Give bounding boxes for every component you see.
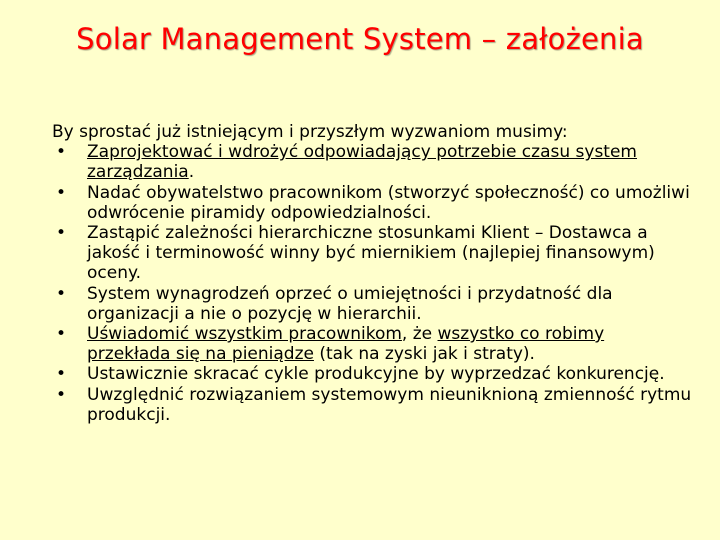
bullet-text: System wynagrodzeń oprzeć o umiejętności i przydatność dla organizacji a nie o pozycję w hierarchii. [87, 283, 613, 324]
bullet-icon: • [56, 283, 67, 304]
bullet-icon: • [56, 364, 67, 385]
slide-body [52, 122, 692, 425]
underlined-text: wszystko co robimy przekłada się na pieniądze [87, 324, 605, 365]
bullet-icon: • [56, 142, 67, 163]
bullet-icon: • [56, 182, 67, 203]
bullet-text: , że [401, 324, 438, 345]
bullet-text: Ustawicznie skracać cykle produkcyjne by wyprzedzać konkurencję. [87, 364, 665, 385]
underlined-text: Zaprojektować i wdrożyć odpowiadający potrzebie czasu system zarządzania [87, 142, 637, 183]
bullet-text: Uwzględnić rozwiązaniem systemowym nieuniknioną zmienność rytmu produkcji. [87, 384, 692, 425]
bullet-text: Nadać obywatelstwo pracownikom (stworzyć społeczność) co umożliwi odwrócenie piramidy odpowiedzialności. [87, 182, 690, 223]
bullet-item [52, 284, 692, 324]
bullet-text: (tak na zyski jak i straty). [313, 344, 535, 365]
intro-text: By sprostać już istniejącym i przyszłym wyzwaniom musimy: [52, 122, 568, 142]
bullet-item [52, 364, 692, 384]
bullet-item [52, 183, 692, 223]
bullet-icon: • [56, 223, 67, 244]
bullet-item [52, 142, 692, 182]
bullet-text: . [188, 162, 195, 183]
bullet-text: Zastąpić zależności hierarchiczne stosunkami Klient – Dostawca a jakość i terminowość winny być miernikiem (najlepiej finansowym) oceny. [87, 223, 655, 284]
bullet-item [52, 223, 692, 284]
bullet-icon: • [56, 324, 67, 345]
bullet-item [52, 324, 692, 364]
bullet-icon: • [56, 384, 67, 405]
underlined-text: Uświadomić wszystkim pracownikom [87, 324, 402, 345]
bullet-item [52, 385, 692, 425]
slide-title: Solar Management System – założenia [76, 22, 644, 56]
bullet-list [52, 142, 692, 425]
